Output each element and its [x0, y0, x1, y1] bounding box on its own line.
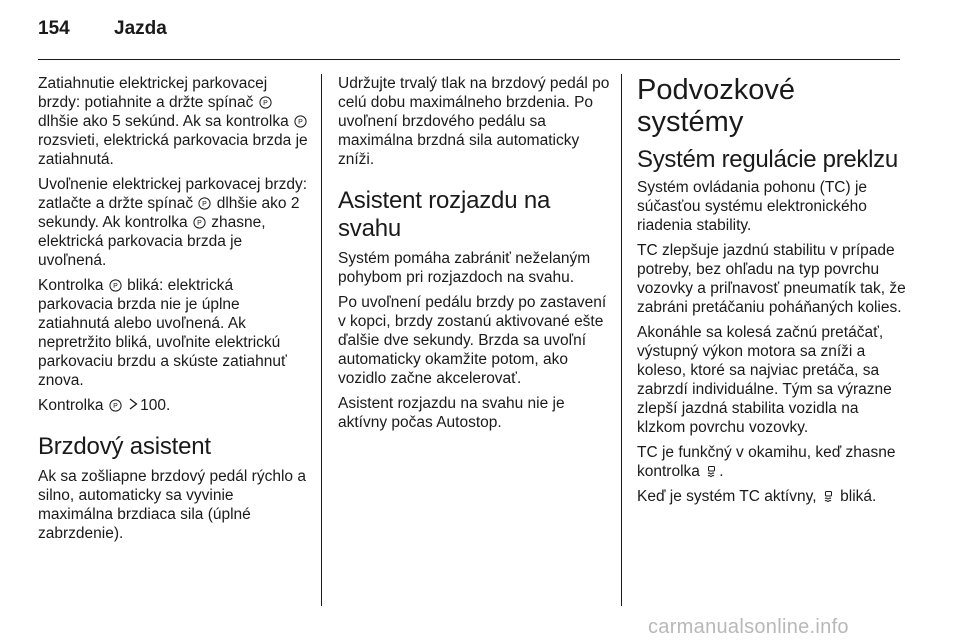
svg-text:P: P: [262, 100, 268, 108]
column-3: [637, 74, 909, 512]
parking-brake-icon: [294, 115, 307, 128]
watermark: carmanualsonline.info: [648, 616, 849, 638]
paragraph-tc-1: Systém ovládania pohonu (TC) je súčasťou systému elektronického riadenia stability.: [637, 179, 868, 234]
heading-hill-start-assist: Asistent rozjazdu na svahu: [338, 187, 551, 242]
page-reference-link[interactable]: 100.: [140, 397, 171, 414]
paragraph-tc-5: Keď je systém TC aktívny, bliká.: [637, 488, 877, 505]
parking-brake-icon: [193, 216, 206, 229]
page-reference-arrow-icon: [129, 396, 138, 415]
heading-traction-control: Systém regulácie preklzu: [637, 146, 898, 173]
paragraph-tc-4: TC je funkčný v okamihu, keď zhasne kontrolka .: [637, 444, 896, 480]
parking-brake-icon: [109, 399, 122, 412]
paragraph-tc-3: Akonáhle sa kolesá začnú pretáčať, výstupný výkon motora sa zníži a koleso, ktoré sa najviac pretáča, sa zabrzdí individuálne. Tým sa výrazne zlepší jazdná stabilita vozidla na klzkom povrchu vozovky.: [637, 324, 892, 436]
parking-brake-icon: [259, 96, 272, 109]
traction-control-icon: [822, 490, 835, 503]
column-divider-1: [321, 74, 322, 606]
paragraph-brake-assist: Ak sa zošliapne brzdový pedál rýchlo a silno, automaticky sa vyvinie maximálna brzdiaca sila (úplné zabrzdenie).: [38, 468, 306, 542]
paragraph-warning-flashing: Kontrolka P bliká: elektrická parkovacia brzda nie je úplne zatiahnutá alebo uvoľnená. Ak nepretržito bliká, uvoľnite elektrickú parkovaciu brzdu a skúste zatiahnuť znova.: [38, 277, 287, 389]
heading-chassis-systems: Podvozkové systémy: [637, 74, 795, 138]
paragraph-apply-parking-brake: Zatiahnutie elektrickej parkovacej brzdy: potiahnite a držte spínač P dlhšie ako 5 sekúnd. Ak sa kontrolka P rozsvieti, elektrická parkovacia brzda je zatiahnutá.: [38, 75, 308, 168]
section-title: Jazda: [114, 18, 167, 39]
paragraph-hill-start-2: Po uvoľnení pedálu brzdy po zastavení v kopci, brzdy zostanú aktivované ešte ďalšie dve sekundy. Brzda sa uvoľní automaticky okamžite potom, ako vozidlo začne akcelerovať.: [338, 294, 607, 387]
page-number: 154: [38, 18, 70, 39]
parking-brake-icon: [198, 197, 211, 210]
paragraph-tc-2: TC zlepšuje jazdnú stabilitu v prípade potreby, bez ohľadu na typ povrchu vozovky a priľnavosť pneumatík tak, že zabráni pretáčaniu poháňaných kolies.: [637, 242, 906, 316]
svg-text:P: P: [197, 220, 202, 228]
paragraph-hill-start-1: Systém pomáha zabrániť neželaným pohybom pri rozjazdoch na svahu.: [338, 250, 591, 286]
paragraph-reference: Kontrolka P 100.: [38, 397, 171, 414]
paragraph-hill-start-3: Asistent rozjazdu na svahu nie je aktívny počas Autostop.: [338, 395, 565, 431]
column-divider-2: [621, 74, 622, 606]
heading-brake-assist: Brzdový asistent: [38, 433, 211, 460]
svg-text:P: P: [298, 119, 303, 127]
column-2: [338, 74, 610, 438]
svg-text:P: P: [202, 201, 208, 209]
column-1: [38, 74, 312, 549]
paragraph-brake-pressure: Udržujte trvalý tlak na brzdový pedál po celú dobu maximálneho brzdenia. Po uvoľnení brzdového pedálu sa maximálna brzdná sila automaticky zníži.: [338, 75, 610, 168]
traction-control-icon: [705, 465, 718, 478]
svg-text:P: P: [112, 403, 118, 411]
parking-brake-icon: [109, 279, 122, 292]
header-divider: [38, 59, 900, 60]
page-header: [38, 18, 167, 48]
svg-text:P: P: [112, 283, 118, 291]
paragraph-release-parking-brake: Uvoľnenie elektrickej parkovacej brzdy: zatlačte a držte spínač P dlhšie ako 2 sekundy. Ak kontrolka P zhasne, elektrická parkovacia brzda je uvoľnená.: [38, 176, 308, 269]
